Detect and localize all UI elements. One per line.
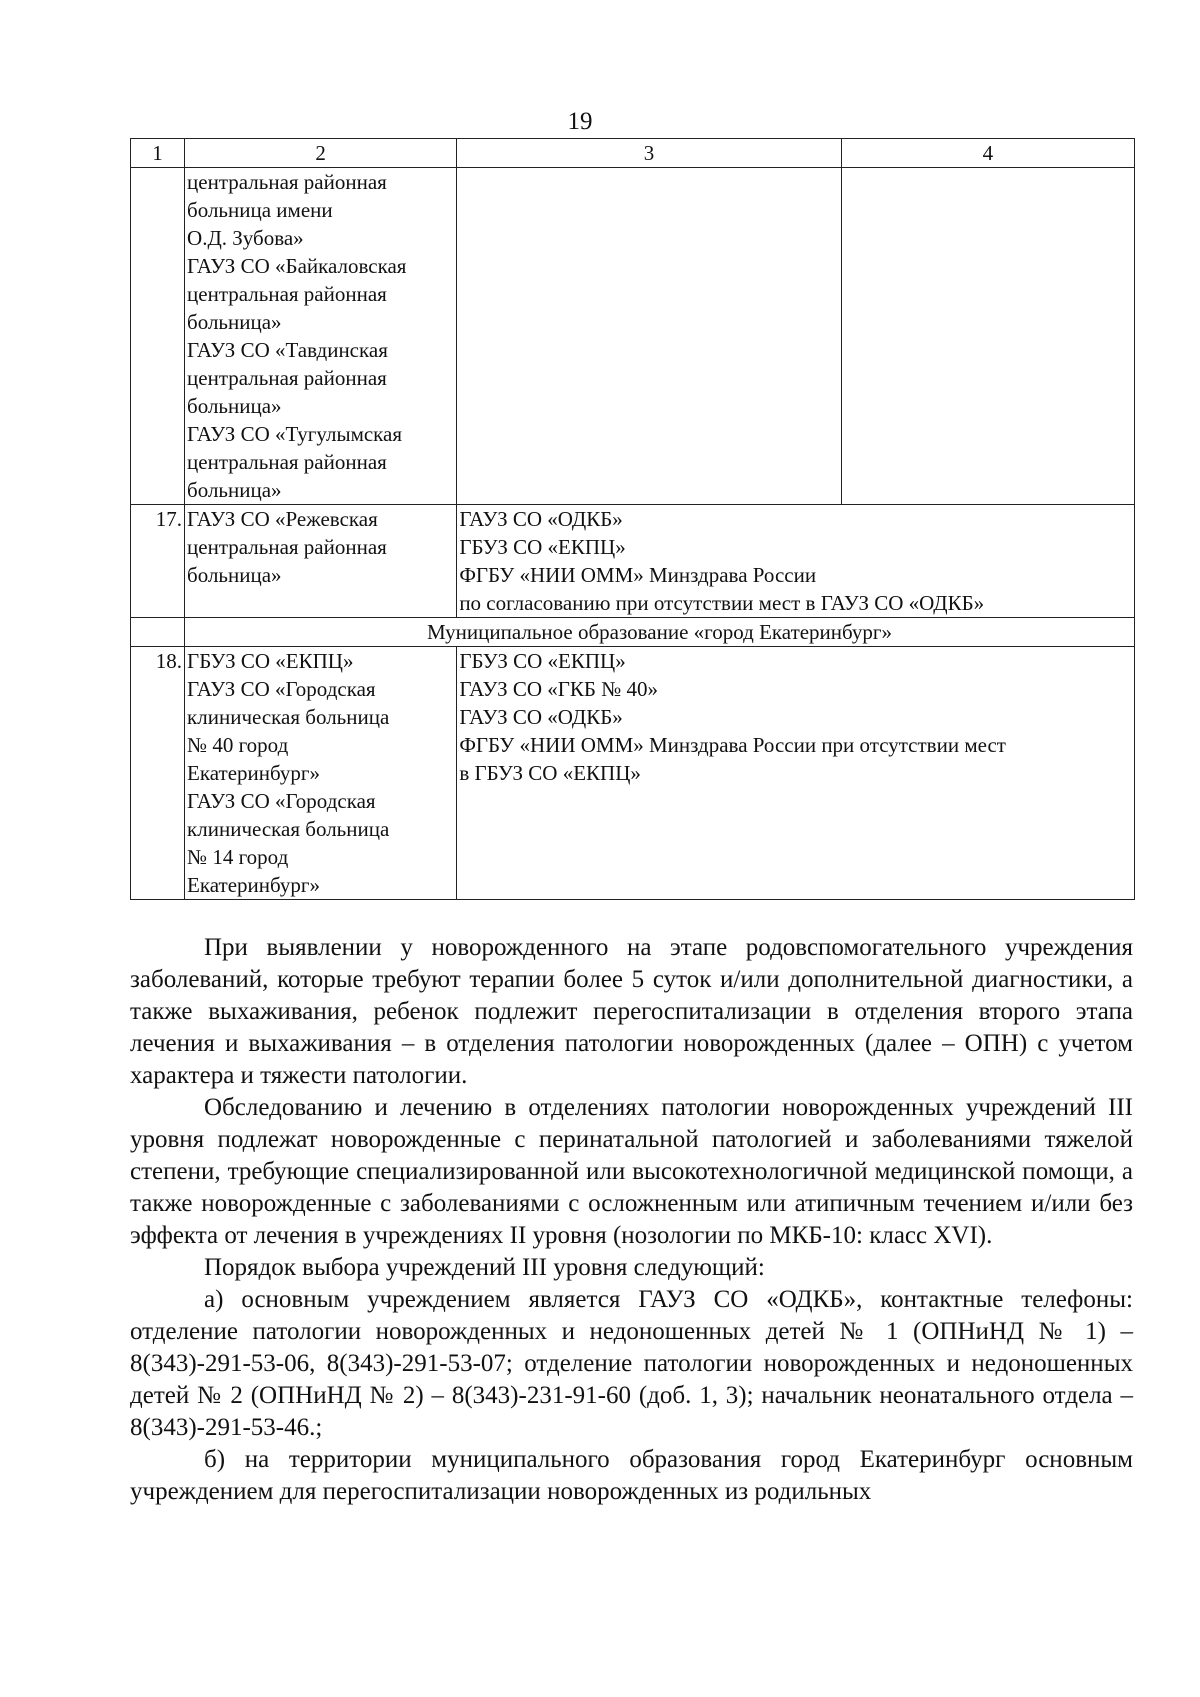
target-institutions-cell: [457, 647, 1135, 900]
target-institutions-cell: [457, 505, 1135, 618]
maternity-institutions-cell: [185, 168, 457, 505]
cell-line: ФГБУ «НИИ ОММ» Минздрава России при отсутствии мест: [459, 733, 1006, 757]
cell-line: № 40 город: [187, 733, 289, 757]
notes-cell: [841, 168, 1134, 505]
cell-line: ГАУЗ СО «Байкаловская: [187, 254, 407, 278]
cell-line: ГАУЗ СО «Тугулымская: [187, 422, 403, 446]
target-institutions-cell: [457, 168, 841, 505]
cell-line: Екатеринбург»: [187, 873, 321, 897]
table-header-cell: 2: [185, 139, 457, 168]
table-header-row: [131, 139, 1135, 168]
cell-line: центральная районная: [187, 535, 387, 559]
cell-line: больница»: [187, 310, 282, 334]
cell-line: больница»: [187, 478, 282, 502]
row-number-cell: 18.: [131, 647, 185, 900]
paragraph: При выявлении у новорожденного на этапе родовспомогательного учреждения заболеваний, которые требуют терапии более 5 суток и/или дополнительной диагностики, а также выхаживания, ребенок подлежит перегоспитализации в отделения второго этапа лечения и выхаживания – в отделения патологии новорожденных (далее – ОПН) с учетом характера и тяжести патологии.: [130, 934, 1133, 1089]
cell-line: по согласованию при отсутствии мест в ГАУЗ СО «ОДКБ»: [459, 591, 985, 615]
paragraph: Порядок выбора учреждений III уровня следующий:: [204, 1254, 765, 1281]
table-header-cell: 3: [457, 139, 841, 168]
cell-line: Екатеринбург»: [187, 761, 321, 785]
cell-line: клиническая больница: [187, 817, 390, 841]
maternity-institutions-cell: [185, 505, 457, 618]
table-header-cell: 1: [131, 139, 185, 168]
cell-line: ГАУЗ СО «ГКБ № 40»: [459, 677, 659, 701]
paragraph: Обследованию и лечению в отделениях патологии новорожденных учреждений III уровня подлежат новорожденные с перинатальной патологией и заболеваниями тяжелой степени, требующие специализированной или высокотехнологичной медицинской помощи, а также новорожденные с заболеваниями с осложненным или атипичным течением и/или без эффекта от лечения в учреждениях II уровня (нозологии по МКБ-10: класс XVI).: [130, 1094, 1133, 1249]
cell-line: ГАУЗ СО «Режевская: [187, 507, 378, 531]
cell-line: центральная районная: [187, 366, 387, 390]
page-number: 19: [567, 108, 593, 135]
table-row-18: [131, 647, 1135, 900]
row-number-cell: [131, 618, 185, 647]
body-text: [130, 932, 1133, 1508]
row-number-cell: 17.: [131, 505, 185, 618]
table-header-cell: 4: [841, 139, 1134, 168]
cell-line: ФГБУ «НИИ ОММ» Минздрава России: [459, 563, 817, 587]
table-section-row: [131, 618, 1135, 647]
cell-line: в ГБУЗ СО «ЕКПЦ»: [459, 761, 641, 785]
cell-line: центральная районная: [187, 170, 387, 194]
section-title: Муниципальное образование «город Екатеринбург»: [185, 618, 1135, 647]
paragraph: б) на территории муниципального образования город Екатеринбург основным учреждением для перегоспитализации новорожденных из родильных: [130, 1446, 1133, 1505]
hospital-routing-table: [130, 138, 1135, 900]
cell-line: ГАУЗ СО «ОДКБ»: [459, 705, 623, 729]
paragraph: а) основным учреждением является ГАУЗ СО «ОДКБ», контактные телефоны: отделение патологии новорожденных и недоношенных детей № 1 (ОПНиНД № 1) – 8(343)-291-53-06, 8(343)-291-53-07; отделение патологии новорожденных и недоношенных детей № 2 (ОПНиНД № 2) – 8(343)-231-91-60 (доб. 1, 3); начальник неонатального отдела – 8(343)-291-53-46.;: [130, 1286, 1133, 1441]
cell-line: ГБУЗ СО «ЕКПЦ»: [459, 535, 626, 559]
cell-line: ГБУЗ СО «ЕКПЦ»: [187, 649, 354, 673]
row-number-cell: [131, 168, 185, 505]
table-row-17: [131, 505, 1135, 618]
cell-line: клиническая больница: [187, 705, 390, 729]
cell-line: центральная районная: [187, 450, 387, 474]
cell-line: больница имени: [187, 198, 333, 222]
cell-line: ГАУЗ СО «ОДКБ»: [459, 507, 623, 531]
cell-line: ГБУЗ СО «ЕКПЦ»: [459, 649, 626, 673]
table-row-continuation: [131, 168, 1135, 505]
cell-line: ГАУЗ СО «Городская: [187, 789, 376, 813]
cell-line: центральная районная: [187, 282, 387, 306]
cell-line: № 14 город: [187, 845, 289, 869]
cell-line: ГАУЗ СО «Городская: [187, 677, 376, 701]
cell-line: больница»: [187, 394, 282, 418]
cell-line: больница»: [187, 563, 282, 587]
maternity-institutions-cell: [185, 647, 457, 900]
cell-line: ГАУЗ СО «Тавдинская: [187, 338, 388, 362]
cell-line: О.Д. Зубова»: [187, 226, 304, 250]
